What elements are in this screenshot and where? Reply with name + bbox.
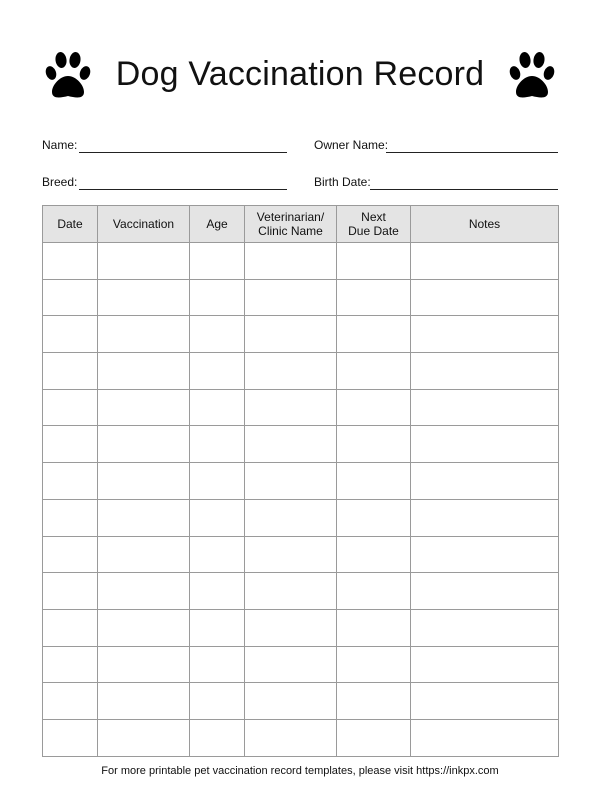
table-cell[interactable] (245, 426, 337, 463)
table-row (43, 243, 559, 280)
column-header-notes (411, 206, 559, 243)
table-cell[interactable] (245, 536, 337, 573)
table-cell[interactable] (411, 683, 559, 720)
table-cell[interactable] (411, 243, 559, 280)
table-cell[interactable] (337, 609, 411, 646)
column-header-veterinarian (245, 206, 337, 243)
table-cell[interactable] (190, 243, 245, 280)
table-cell[interactable] (245, 609, 337, 646)
table-cell[interactable] (98, 353, 190, 390)
table-cell[interactable] (43, 353, 98, 390)
table-cell[interactable] (411, 316, 559, 353)
table-body (43, 243, 559, 757)
table-cell[interactable] (245, 573, 337, 610)
table-cell[interactable] (245, 463, 337, 500)
table-row (43, 426, 559, 463)
table-cell[interactable] (190, 536, 245, 573)
table-cell[interactable] (43, 683, 98, 720)
table-cell[interactable] (411, 499, 559, 536)
table-cell[interactable] (98, 316, 190, 353)
table-cell[interactable] (43, 609, 98, 646)
table-row (43, 573, 559, 610)
table-cell[interactable] (43, 719, 98, 756)
table-cell[interactable] (411, 353, 559, 390)
table-cell[interactable] (337, 573, 411, 610)
table-cell[interactable] (98, 389, 190, 426)
table-cell[interactable] (190, 463, 245, 500)
table-row (43, 316, 559, 353)
table-cell[interactable] (411, 389, 559, 426)
paw-print-icon (509, 51, 555, 101)
table-cell[interactable] (43, 426, 98, 463)
table-cell[interactable] (337, 536, 411, 573)
table-cell[interactable] (98, 499, 190, 536)
table-cell[interactable] (337, 719, 411, 756)
table-row (43, 279, 559, 316)
table-cell[interactable] (98, 646, 190, 683)
table-cell[interactable] (337, 499, 411, 536)
table-cell[interactable] (245, 646, 337, 683)
column-header-date (43, 206, 98, 243)
header-age-text: Age (206, 217, 228, 231)
header-date-text: Date (57, 217, 83, 231)
table-cell[interactable] (411, 463, 559, 500)
table-row (43, 499, 559, 536)
table-cell[interactable] (98, 463, 190, 500)
table-cell[interactable] (411, 719, 559, 756)
table-cell[interactable] (43, 573, 98, 610)
vaccination-table (42, 205, 559, 757)
table-cell[interactable] (190, 316, 245, 353)
header-notes-text: Notes (468, 217, 501, 231)
table-cell[interactable] (98, 683, 190, 720)
footer-note: For more printable pet vaccination record templates, please visit https://inkpx.com (101, 765, 499, 777)
table-cell[interactable] (98, 719, 190, 756)
header-veterinarian-text: Veterinarian/ Clinic Name (256, 210, 325, 238)
table-cell[interactable] (190, 683, 245, 720)
table-cell[interactable] (245, 243, 337, 280)
table-cell[interactable] (190, 609, 245, 646)
table-cell[interactable] (337, 463, 411, 500)
name-line[interactable] (79, 152, 287, 153)
birth-date-line[interactable] (370, 189, 558, 190)
table-cell[interactable] (245, 353, 337, 390)
table-cell[interactable] (98, 573, 190, 610)
owner-name-label: Owner Name: (314, 138, 389, 152)
table-row (43, 389, 559, 426)
column-header-next-due-date (337, 206, 411, 243)
table-cell[interactable] (411, 279, 559, 316)
table-row (43, 536, 559, 573)
table-cell[interactable] (245, 683, 337, 720)
table-row (43, 609, 559, 646)
table-cell[interactable] (43, 243, 98, 280)
header-vaccination-text: Vaccination (112, 217, 175, 231)
header (0, 44, 600, 104)
table-cell[interactable] (190, 389, 245, 426)
column-header-age (190, 206, 245, 243)
table-header-row (43, 206, 559, 243)
table-cell[interactable] (43, 316, 98, 353)
breed-label: Breed: (42, 175, 78, 189)
breed-field[interactable] (42, 175, 287, 190)
table-cell[interactable] (337, 389, 411, 426)
table-cell[interactable] (245, 279, 337, 316)
table-cell[interactable] (337, 426, 411, 463)
table-row (43, 646, 559, 683)
column-header-vaccination (98, 206, 190, 243)
table-row (43, 719, 559, 756)
table-cell[interactable] (190, 426, 245, 463)
name-field[interactable] (42, 138, 287, 153)
table-cell[interactable] (337, 683, 411, 720)
table-row (43, 683, 559, 720)
table-cell[interactable] (98, 609, 190, 646)
table-cell[interactable] (337, 279, 411, 316)
table-cell[interactable] (190, 353, 245, 390)
table-cell[interactable] (98, 279, 190, 316)
table-cell[interactable] (411, 646, 559, 683)
header-next-due-text: Next Due Date (348, 210, 399, 238)
table-cell[interactable] (98, 426, 190, 463)
table-cell[interactable] (43, 646, 98, 683)
owner-name-line[interactable] (386, 152, 558, 153)
table-cell[interactable] (245, 499, 337, 536)
table-cell[interactable] (190, 499, 245, 536)
table-cell[interactable] (43, 279, 98, 316)
birth-date-label: Birth Date: (314, 175, 371, 189)
table-cell[interactable] (245, 719, 337, 756)
table-cell[interactable] (98, 243, 190, 280)
table-row (43, 353, 559, 390)
table-cell[interactable] (190, 279, 245, 316)
table-cell[interactable] (190, 719, 245, 756)
table-cell[interactable] (337, 243, 411, 280)
table-cell[interactable] (337, 353, 411, 390)
table-cell[interactable] (411, 426, 559, 463)
table-cell[interactable] (43, 499, 98, 536)
table-cell[interactable] (98, 536, 190, 573)
table-cell[interactable] (337, 646, 411, 683)
table-cell[interactable] (190, 646, 245, 683)
table-cell[interactable] (190, 573, 245, 610)
breed-line[interactable] (79, 189, 287, 190)
table-cell[interactable] (411, 573, 559, 610)
table-cell[interactable] (43, 389, 98, 426)
table-cell[interactable] (411, 536, 559, 573)
table-cell[interactable] (411, 609, 559, 646)
name-label: Name: (42, 138, 78, 152)
page-title: Dog Vaccination Record (115, 55, 485, 93)
table-cell[interactable] (245, 316, 337, 353)
birth-date-field[interactable] (314, 175, 558, 190)
owner-name-field[interactable] (314, 138, 558, 153)
table-cell[interactable] (43, 463, 98, 500)
table-cell[interactable] (43, 536, 98, 573)
table-cell[interactable] (337, 316, 411, 353)
table-row (43, 463, 559, 500)
table-cell[interactable] (245, 389, 337, 426)
